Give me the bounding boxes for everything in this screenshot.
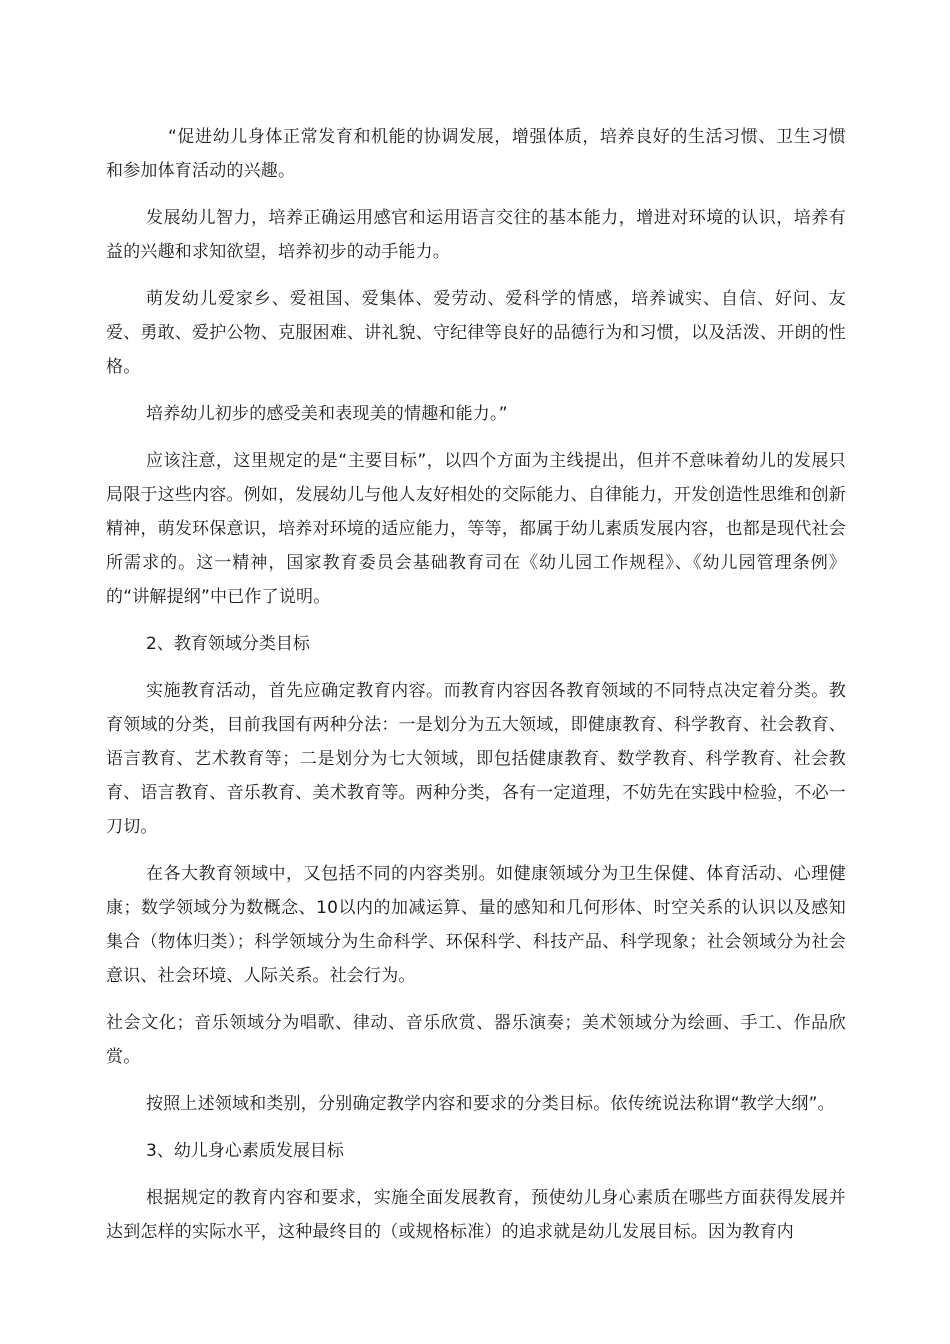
quote-paragraph-physical: “促进幼儿身体正常发育和机能的协调发展，增强体质，培养良好的生活习惯、卫生习惯和参加体育活动的兴趣。 (106, 127, 846, 181)
document-page (106, 120, 846, 1262)
body-paragraph-syllabus: 按照上述领域和类别，分别确定教学内容和要求的分类目标。依传统说法称谓“教学大纲”。 (146, 1094, 835, 1114)
quote-paragraph-moral: 萌发幼儿爱家乡、爱祖国、爱集体、爱劳动、爱科学的情感，培养诚实、自信、好问、友爱、勇敢、爱护公物、克服困难、讲礼貌、守纪律等良好的品德行为和习惯，以及活泼、开朗的性格。 (106, 289, 846, 377)
section-heading-3: 3、幼儿身心素质发展目标 (146, 1141, 344, 1161)
quote-paragraph-aesthetic: 培养幼儿初步的感受美和表现美的情趣和能力。” (146, 404, 508, 424)
body-paragraph-categories: 在各大教育领域中，又包括不同的内容类别。如健康领域分为卫生保健、体育活动、心理健康；数学领域分为数概念、10以内的加减运算、量的感知和几何形体、时空关系的认识以及感知集合（物体归类）；科学领域分为生命科学、环保科学、科技产品、科学现象；社会领域分为社会意识、社会环境、人际关系。社会行为。 (106, 864, 846, 986)
quote-paragraph-intellect: 发展幼儿智力，培养正确运用感官和运用语言交往的基本能力，增进对环境的认识，培养有益的兴趣和求知欲望，培养初步的动手能力。 (106, 208, 846, 262)
body-paragraph-development: 根据规定的教育内容和要求，实施全面发展教育，预使幼儿身心素质在哪些方面获得发展并达到怎样的实际水平，这种最终目的（或规格标准）的追求就是幼儿发展目标。因为教育内 (106, 1188, 846, 1242)
body-paragraph-domains: 实施教育活动，首先应确定教育内容。而教育内容因各教育领域的不同特点决定着分类。教育领域的分类，目前我国有两种分法：一是划分为五大领域，即健康教育、科学教育、社会教育、语言教育、艺术教育等；二是划分为七大领域，即包括健康教育、数学教育、科学教育、社会教育、语言教育、音乐教育、美术教育等。两种分类，各有一定道理，不妨先在实践中检验，不必一刀切。 (106, 681, 846, 837)
section-heading-2: 2、教育领域分类目标 (146, 634, 310, 654)
body-paragraph-note: 应该注意，这里规定的是“主要目标”，以四个方面为主线提出，但并不意味着幼儿的发展只局限于这些内容。例如，发展幼儿与他人友好相处的交际能力、自律能力，开发创造性思维和创新精神，萌发环保意识，培养对环境的适应能力，等等，都属于幼儿素质发展内容，也都是现代社会所需求的。这一精神，国家教育委员会基础教育司在《幼儿园工作规程》、《幼儿园管理条例》的“讲解提纲”中已作了说明。 (106, 451, 846, 607)
body-paragraph-categories-cont: 社会文化；音乐领域分为唱歌、律动、音乐欣赏、器乐演奏；美术领域分为绘画、手工、作品欣赏。 (106, 1013, 846, 1067)
